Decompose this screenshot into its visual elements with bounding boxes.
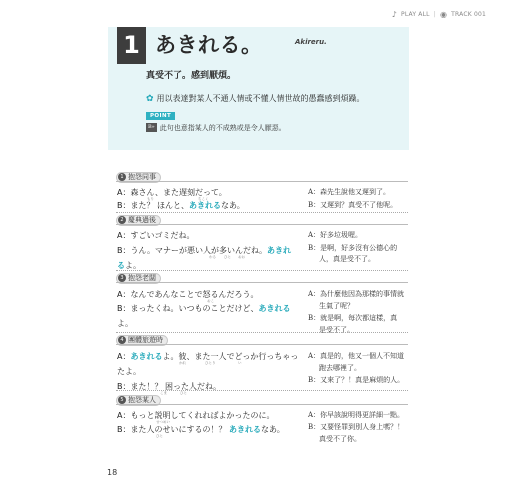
section-label: 抱怨某人 (128, 396, 156, 404)
lesson-title: あきれる。 (155, 33, 263, 57)
audio-track-bar (392, 10, 486, 19)
japanese-text: B：また人のせいにするの！？ (117, 425, 230, 434)
section-label: 慶典過後 (128, 216, 156, 224)
section-label: 團體旅遊時 (128, 336, 163, 344)
japanese-text: A：森さん、また遅刻だって。 (117, 188, 227, 197)
section-number: 2 (118, 216, 126, 224)
japanese-text: B：うん。マナーが悪い人が多いんだね。 (117, 246, 267, 255)
keyword-highlight: あきれる (229, 425, 262, 434)
japanese-text: B：また？ ほんと、 (117, 201, 190, 210)
furigana: ひと (224, 255, 231, 259)
section-rule (116, 344, 408, 345)
chinese-translation: B：就是啊，每次都這樣，真 (308, 314, 398, 322)
lesson-romaji: Akireru. (295, 38, 327, 46)
japanese-text: よ。彼、また一人でどっか行っちゃっ (162, 352, 299, 361)
section-label: 抱怨老闆 (128, 274, 156, 282)
chinese-translation: 是受不了。 (319, 326, 354, 334)
section-rule (116, 224, 408, 225)
section-number: 4 (118, 336, 126, 344)
japanese-text: なあ。 (261, 425, 285, 434)
keyword-highlight: る (117, 261, 125, 270)
furigana: ひと (156, 434, 163, 438)
japanese-line (117, 424, 285, 435)
lesson-meaning: 真受不了。感到厭煩。 (146, 71, 237, 81)
furigana: おお (238, 255, 245, 259)
section-header (116, 172, 161, 182)
furigana: ひとり (205, 361, 216, 365)
chinese-translation: B：又要怪罪到別人身上嗎？！ (308, 423, 405, 431)
japanese-line (117, 318, 133, 329)
point-row (146, 123, 286, 133)
furigana: わる (209, 255, 216, 259)
page-number: 18 (107, 468, 118, 477)
keyword-highlight: あきれる (258, 304, 291, 313)
section-number: 5 (118, 396, 126, 404)
section-number: 3 (118, 274, 126, 282)
furigana: もり (147, 197, 154, 201)
japanese-line (117, 245, 291, 256)
japanese-text: A：すごいゴミだね。 (117, 231, 195, 240)
japanese-text: B：また！？ 困った人だね。 (117, 382, 222, 391)
chinese-translation: A：真是的，他又一個人不知道 (308, 352, 405, 360)
japanese-line (117, 303, 291, 314)
section-header (116, 395, 161, 405)
furigana: かれ (179, 361, 186, 365)
chinese-translation: 跑去哪裡了。 (319, 364, 361, 372)
chinese-translation: 真受不了你。 (319, 435, 361, 443)
separator: | (433, 11, 436, 18)
japanese-text: よ。 (117, 319, 133, 328)
keyword-highlight: あきれる (130, 352, 163, 361)
usage-note (146, 93, 365, 104)
dotted-divider (116, 212, 408, 213)
play-disc-icon: ◉ (439, 10, 448, 19)
keyword-highlight: あきれ (266, 246, 291, 255)
chinese-translation: A：你早該說明得更詳細一點。 (308, 411, 405, 419)
japanese-text: なあ。 (221, 201, 245, 210)
furigana: ひと (180, 391, 187, 395)
point-badge: POINT (146, 112, 175, 120)
dotted-divider (116, 270, 408, 271)
chinese-translation: B：又來了？！真是麻煩的人。 (308, 376, 405, 384)
play-all-label[interactable]: PLAY ALL (401, 11, 430, 18)
section-number: 1 (118, 173, 126, 181)
japanese-line (117, 200, 245, 211)
furigana: い (238, 361, 242, 365)
track-label[interactable]: TRACK 001 (451, 11, 486, 18)
dotted-divider (116, 332, 408, 333)
japanese-text: A：なんであんなことで怒るんだろう。 (117, 290, 259, 299)
chinese-translation: A：好多垃圾喔。 (308, 231, 363, 239)
chinese-translation: A：為什麼他因為那樣的事情就 (308, 290, 405, 298)
point-marker: B» (148, 124, 155, 130)
section-label: 抱怨同事 (128, 173, 156, 181)
japanese-line (117, 187, 227, 198)
point-text: 此句也意指某人的不成熟或是令人厭惡。 (159, 124, 286, 132)
japanese-text: A： (117, 352, 131, 361)
chinese-translation: B：是啊，好多沒有公德心的 (308, 244, 398, 252)
chinese-translation: 生氣了呢？ (319, 302, 354, 310)
japanese-text: よ。 (125, 261, 141, 270)
flower-icon: ✿ (146, 93, 154, 104)
headphones-icon: ♪ (391, 10, 397, 19)
furigana: ちこく (198, 197, 209, 201)
japanese-line (117, 366, 141, 377)
dotted-divider (116, 390, 408, 391)
furigana: おこ (207, 299, 214, 303)
chinese-translation: B：又遲到？真受不了他呢。 (308, 201, 398, 209)
lesson-number: 1 (117, 27, 146, 64)
furigana: こま (160, 391, 167, 395)
section-rule (116, 404, 408, 405)
section-rule (116, 181, 408, 182)
japanese-text: B：まったくね。いつものことだけど、 (117, 304, 259, 313)
japanese-line (117, 289, 258, 300)
japanese-line (117, 230, 194, 241)
japanese-text: たよ。 (117, 367, 141, 376)
furigana: せつめい (156, 420, 170, 424)
section-header (116, 273, 161, 283)
section-header (116, 335, 168, 345)
section-rule (116, 282, 408, 283)
usage-text: 用以表達對某人不通人情或不懂人情世故的愚蠢感到煩躁。 (156, 94, 365, 103)
japanese-text: A：もっと説明してくれればよかったのに。 (117, 411, 275, 420)
chinese-translation: 人，真是受不了。 (319, 255, 375, 263)
japanese-line (117, 410, 274, 421)
chinese-translation: A：森先生說他又遲到了。 (308, 188, 391, 196)
keyword-highlight: あきれる (189, 201, 222, 210)
section-header (116, 215, 161, 225)
